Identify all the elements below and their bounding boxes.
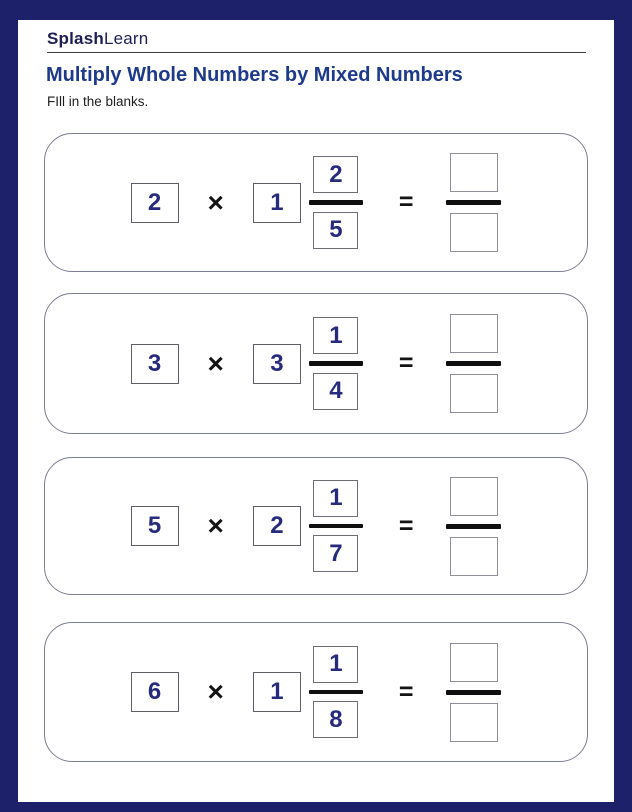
denominator-box: 5 xyxy=(313,212,358,249)
instruction-text: FIll in the blanks. xyxy=(47,94,149,109)
fraction-bar xyxy=(309,200,363,205)
answer-numerator-box[interactable] xyxy=(450,153,498,192)
answer-numerator-box[interactable] xyxy=(450,314,498,353)
answer-fraction xyxy=(446,314,501,413)
answer-denominator-box[interactable] xyxy=(450,537,498,576)
denominator-box: 7 xyxy=(313,535,358,572)
header-divider xyxy=(47,52,586,53)
denominator-box: 8 xyxy=(313,701,358,738)
equals-icon: = xyxy=(398,511,414,540)
answer-numerator-box[interactable] xyxy=(450,643,498,682)
answer-denominator-box[interactable] xyxy=(450,213,498,252)
denominator-box: 4 xyxy=(313,373,358,410)
mixed-number xyxy=(253,480,363,573)
page-title: Multiply Whole Numbers by Mixed Numbers xyxy=(46,64,463,86)
numerator-box: 1 xyxy=(313,646,358,683)
problem-card xyxy=(44,457,588,595)
problem-card xyxy=(44,293,588,434)
mixed-number xyxy=(253,317,363,410)
multiply-icon: × xyxy=(207,676,224,707)
whole-number-box: 5 xyxy=(131,506,179,546)
numerator-box: 2 xyxy=(313,156,358,193)
mixed-number xyxy=(253,646,363,739)
answer-fraction xyxy=(446,643,501,742)
multiply-icon: × xyxy=(207,347,224,379)
answer-fraction xyxy=(446,477,501,576)
equals-icon: = xyxy=(398,188,414,216)
numerator-box: 1 xyxy=(313,480,358,517)
answer-denominator-box[interactable] xyxy=(450,374,498,413)
answer-numerator-box[interactable] xyxy=(450,477,498,516)
answer-fraction-bar xyxy=(446,690,501,695)
whole-number-box: 6 xyxy=(131,672,179,712)
logo-regular-text: Learn xyxy=(103,29,149,48)
numerator-box: 1 xyxy=(313,317,358,354)
fraction-bar xyxy=(309,524,363,529)
problem-card xyxy=(44,622,588,762)
mixed-whole-number-box: 2 xyxy=(253,506,301,546)
equals-icon: = xyxy=(398,349,414,377)
fraction xyxy=(309,317,363,410)
problem-card xyxy=(44,133,588,272)
mixed-whole-number-box: 3 xyxy=(253,344,301,384)
fraction xyxy=(309,156,363,249)
mixed-whole-number-box: 1 xyxy=(253,183,301,223)
equals-icon: = xyxy=(398,677,414,706)
worksheet-white-page xyxy=(18,20,614,802)
whole-number-box: 2 xyxy=(131,183,179,223)
answer-fraction xyxy=(446,153,501,252)
multiply-icon: × xyxy=(207,186,224,218)
fraction-bar xyxy=(309,361,363,366)
answer-fraction-bar xyxy=(446,524,501,529)
fraction-bar xyxy=(309,690,363,695)
splashlearn-logo xyxy=(47,29,148,49)
mixed-number xyxy=(253,156,363,249)
fraction xyxy=(309,646,363,739)
answer-fraction-bar xyxy=(446,361,501,366)
answer-denominator-box[interactable] xyxy=(450,703,498,742)
fraction xyxy=(309,480,363,573)
whole-number-box: 3 xyxy=(131,344,179,384)
logo-bold-text: Splash xyxy=(47,29,104,48)
answer-fraction-bar xyxy=(446,200,501,205)
multiply-icon: × xyxy=(207,510,224,541)
mixed-whole-number-box: 1 xyxy=(253,672,301,712)
